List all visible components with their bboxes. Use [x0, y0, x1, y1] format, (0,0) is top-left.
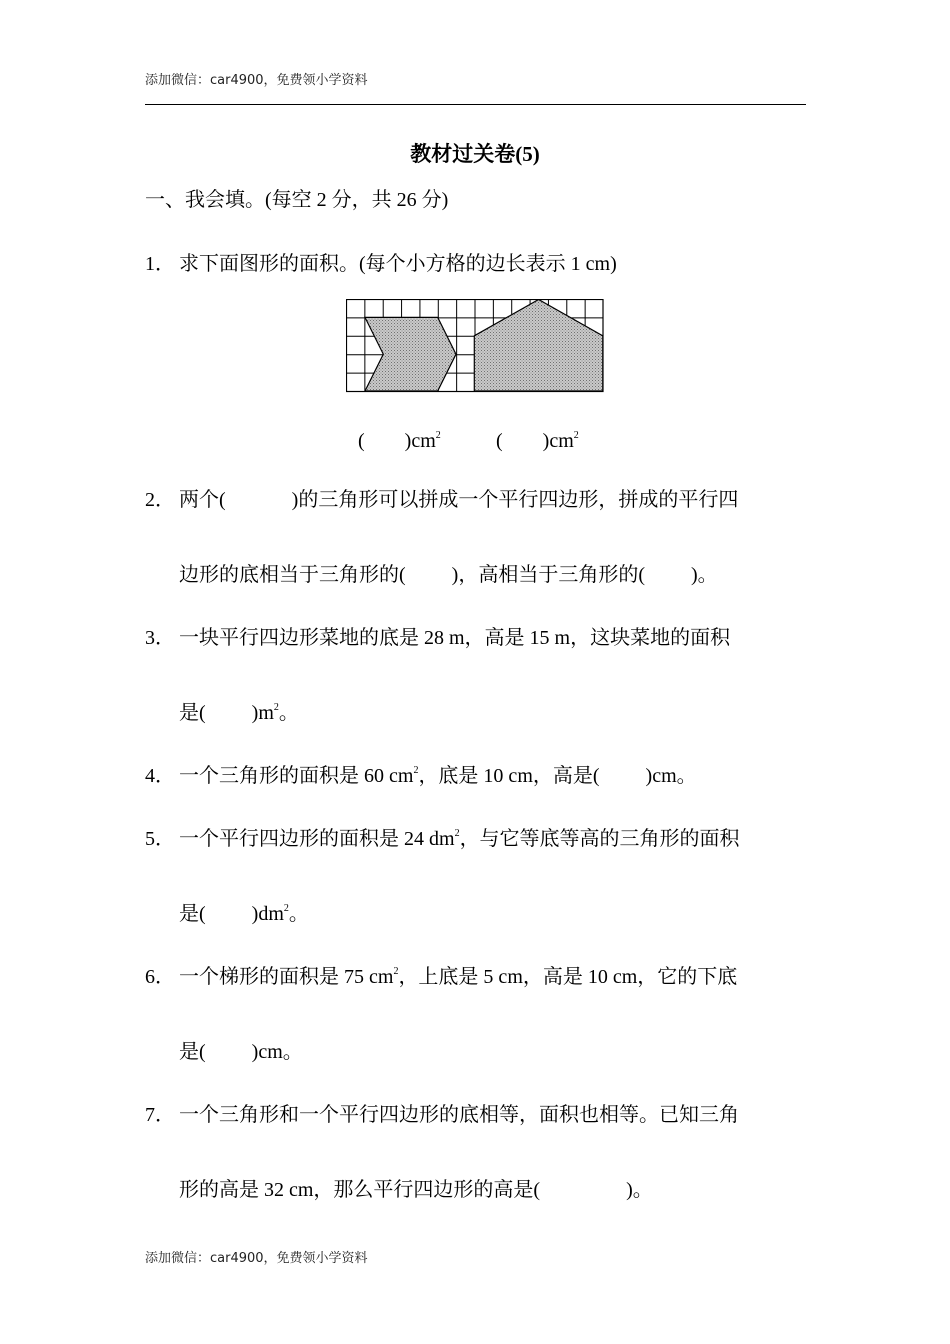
question-7: 7． 一个三角形和一个平行四边形的底相等，面积也相等。已知三角 — [145, 1104, 739, 1126]
answer-blank-1: ( )$cm^2$ — [358, 430, 441, 452]
question-number: 1． — [145, 253, 175, 275]
question-5-line-2: 是( )$dm^2$。 — [179, 903, 309, 925]
question-6: 6． 一个梯形的面积是 75 $cm^2$，上底是 5 cm，高是 10 cm，它的下底 — [145, 966, 738, 988]
page-title: 教材过关卷(5) — [410, 142, 540, 166]
question-number: 6． — [145, 966, 175, 988]
question-5: 5． 一个平行四边形的面积是 24 $dm^2$，与它等底等高的三角形的面积 — [145, 828, 740, 850]
question-number: 5． — [145, 828, 175, 850]
answer-blank-2: ( )$cm^2$ — [496, 430, 579, 452]
question-7-line-2: 形的高是 32 cm，那么平行四边形的高是( )。 — [179, 1179, 653, 1201]
section-heading: 一、我会填。(每空 2 分，共 26 分) — [145, 189, 449, 211]
footer-watermark: 添加微信：car4900，免费领小学资料 — [145, 1251, 368, 1266]
question-number: 3． — [145, 627, 175, 649]
question-number: 4． — [145, 765, 175, 787]
header-rule — [145, 104, 806, 105]
question-1 — [145, 251, 617, 277]
question-6-line-2: 是( )cm。 — [179, 1041, 303, 1063]
question-2-line-2: 边形的底相当于三角形的( )，高相当于三角形的( )。 — [179, 564, 718, 586]
question-4: 4． 一个三角形的面积是 60 $cm^2$，底是 10 cm，高是( )cm。 — [145, 765, 697, 787]
grid-figure — [346, 299, 604, 393]
question-3-line-2: 是( )$m^2$。 — [179, 702, 299, 724]
question-number: 7． — [145, 1104, 175, 1126]
question-2: 2． 两个( )的三角形可以拼成一个平行四边形，拼成的平行四 — [145, 489, 739, 511]
question-text: 求下面图形的面积。(每个小方格的边长表示 1 cm) — [179, 253, 617, 275]
question-3: 3． 一块平行四边形菜地的底是 28 m，高是 15 m，这块菜地的面积 — [145, 627, 731, 649]
header-watermark: 添加微信：car4900，免费领小学资料 — [145, 73, 368, 88]
question-number: 2． — [145, 489, 175, 511]
